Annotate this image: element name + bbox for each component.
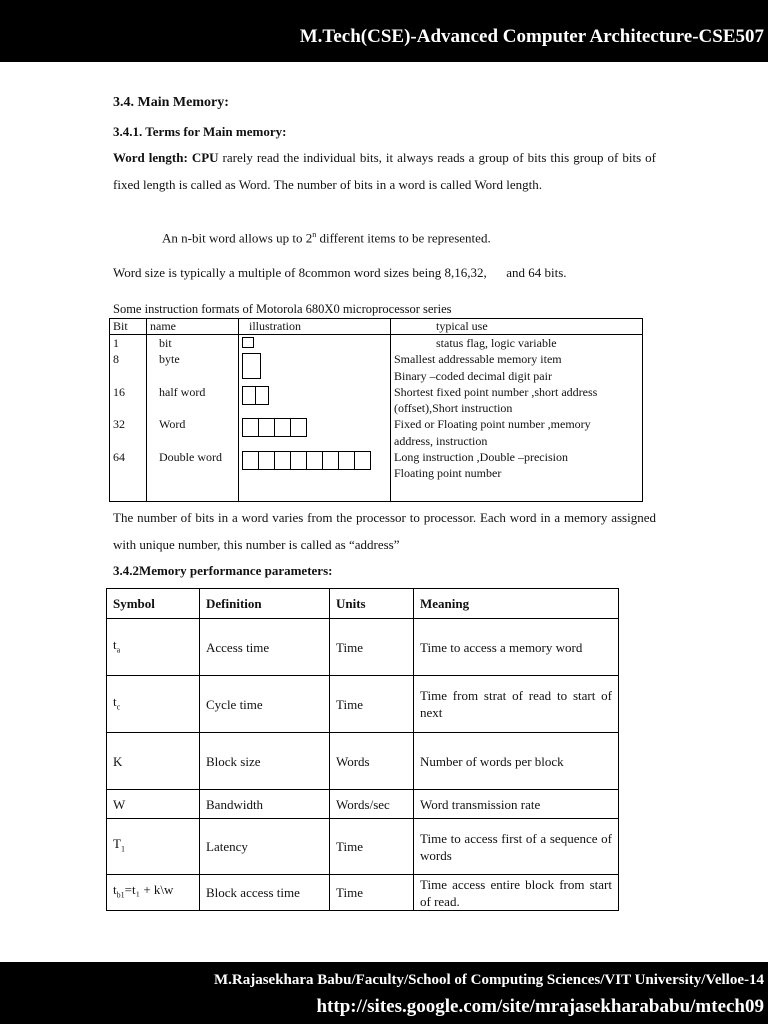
meaning-cell: Word transmission rate bbox=[414, 790, 619, 819]
col-illustration: illustration bbox=[239, 319, 391, 335]
bit-box bbox=[274, 451, 291, 470]
table-row bbox=[107, 676, 619, 733]
units-cell: Words bbox=[330, 733, 414, 790]
meaning-cell: Time access entire block from start of read. bbox=[414, 875, 619, 911]
course-title: M.Tech(CSE)-Advanced Computer Architecture-CSE507 bbox=[299, 26, 764, 47]
bit-box bbox=[242, 418, 259, 437]
col-symbol: Symbol bbox=[107, 589, 200, 619]
empty-cell bbox=[391, 482, 643, 502]
use-cell: status flag, logic variable bbox=[391, 335, 643, 352]
bit-box bbox=[258, 418, 275, 437]
word-size-sentence: Word size is typically a multiple of 8common word sizes being 8,16,32, and 64 bits. bbox=[113, 265, 567, 280]
bit-box bbox=[290, 451, 307, 470]
symbol-cell bbox=[107, 733, 200, 790]
col-units: Units bbox=[330, 589, 414, 619]
empty-cell bbox=[147, 368, 239, 384]
word-length-term: Word length: bbox=[113, 150, 188, 165]
col-name: name bbox=[147, 319, 239, 335]
units-cell: Time bbox=[330, 619, 414, 676]
formats-caption: Some instruction formats of Motorola 680X0 microprocessor series bbox=[113, 302, 452, 316]
use-cell: Binary –coded decimal digit pair bbox=[391, 368, 643, 384]
bit-cell: 16 bbox=[110, 384, 147, 400]
empty-cell bbox=[110, 368, 147, 384]
name-cell: byte bbox=[147, 351, 239, 367]
table-row bbox=[107, 790, 619, 819]
meaning-cell: Number of words per block bbox=[414, 733, 619, 790]
bit-box-illustration bbox=[242, 337, 387, 348]
units-cell: Time bbox=[330, 676, 414, 733]
symbol-formula: =t₁ + k\w bbox=[124, 882, 174, 898]
table-row bbox=[110, 335, 643, 352]
table-row bbox=[110, 449, 643, 465]
double-word-box-illustration bbox=[242, 451, 387, 470]
definition-cell: Block size bbox=[200, 733, 330, 790]
perf-header-row bbox=[107, 589, 619, 619]
definition-cell: Block access time bbox=[200, 875, 330, 911]
illustration-cell bbox=[239, 449, 391, 482]
symbol-text: t bbox=[113, 636, 117, 652]
bit-box bbox=[274, 418, 291, 437]
bit-box bbox=[242, 451, 259, 470]
use-cell: Fixed or Floating point number ,memory bbox=[391, 416, 643, 432]
definition-cell: Cycle time bbox=[200, 676, 330, 733]
author-line: M.Rajasekhara Babu/Faculty/School of Computing Sciences/VIT University/Velloe-14 bbox=[213, 972, 764, 988]
address-paragraph: The number of bits in a word varies from the processor to processor. Each word in a memory assigned with unique number, this number is called as “address” bbox=[113, 510, 656, 552]
illustration-cell bbox=[239, 416, 391, 449]
subsection-heading: 3.4.1. Terms for Main memory: bbox=[113, 124, 287, 139]
bit-box bbox=[354, 451, 371, 470]
name-cell: Word bbox=[147, 416, 239, 432]
units-cell: Time bbox=[330, 875, 414, 911]
use-cell: address, instruction bbox=[391, 433, 643, 449]
use-cell: Long instruction ,Double –precision bbox=[391, 449, 643, 465]
table-row bbox=[110, 482, 643, 502]
symbol-sub: a bbox=[116, 645, 121, 655]
col-meaning: Meaning bbox=[414, 589, 619, 619]
symbol-cell bbox=[107, 676, 200, 733]
use-cell: (offset),Short instruction bbox=[391, 400, 643, 416]
use-cell: Floating point number bbox=[391, 465, 643, 481]
bit-cell: 8 bbox=[110, 351, 147, 367]
definition-cell: Access time bbox=[200, 619, 330, 676]
table-row bbox=[107, 875, 619, 911]
illustration-cell bbox=[239, 335, 391, 352]
cpu-term: CPU bbox=[191, 150, 219, 165]
word-box-illustration bbox=[242, 418, 387, 437]
name-cell: half word bbox=[147, 384, 239, 400]
bit-box bbox=[258, 451, 275, 470]
empty-cell bbox=[147, 482, 239, 502]
empty-cell bbox=[147, 433, 239, 449]
units-cell: Words/sec bbox=[330, 790, 414, 819]
nbit-text-post: different items to be represented. bbox=[316, 230, 491, 246]
empty-cell bbox=[239, 482, 391, 502]
bit-box bbox=[290, 418, 307, 437]
bit-box bbox=[255, 386, 269, 405]
table-row bbox=[110, 416, 643, 432]
header-bar bbox=[0, 0, 768, 62]
table-row bbox=[110, 384, 643, 400]
table-row bbox=[107, 819, 619, 875]
empty-cell bbox=[110, 465, 147, 481]
bit-cell: 32 bbox=[110, 416, 147, 432]
symbol-text: W bbox=[113, 796, 126, 812]
table-row bbox=[107, 619, 619, 676]
col-definition: Definition bbox=[200, 589, 330, 619]
memory-performance-table bbox=[106, 588, 619, 911]
bit-box bbox=[242, 386, 256, 405]
footer-bar bbox=[0, 962, 768, 1024]
nbit-sentence bbox=[162, 230, 491, 246]
half-word-box-illustration bbox=[242, 386, 387, 405]
illustration-cell bbox=[239, 384, 391, 417]
definition-cell: Latency bbox=[200, 819, 330, 875]
definition-cell: Bandwidth bbox=[200, 790, 330, 819]
name-cell: bit bbox=[147, 335, 239, 352]
symbol-cell bbox=[107, 619, 200, 676]
symbol-text: K bbox=[113, 753, 123, 769]
empty-cell bbox=[110, 400, 147, 416]
bit-box bbox=[322, 451, 339, 470]
units-cell: Time bbox=[330, 819, 414, 875]
bit-cell: 1 bbox=[110, 335, 147, 352]
word-length-paragraph bbox=[113, 145, 656, 198]
site-url-link[interactable]: http://sites.google.com/site/mrajasekharababu/mtech09 bbox=[316, 996, 764, 1017]
table-row bbox=[107, 733, 619, 790]
symbol-cell bbox=[107, 790, 200, 819]
use-cell: Shortest fixed point number ,short address bbox=[391, 384, 643, 400]
table-row bbox=[110, 351, 643, 367]
instruction-formats-table bbox=[109, 318, 643, 502]
bit-box bbox=[242, 337, 254, 348]
bit-cell: 64 bbox=[110, 449, 147, 465]
byte-box-illustration bbox=[242, 353, 387, 379]
col-bit: Bit bbox=[110, 319, 147, 335]
nbit-text-pre: An n-bit word allows up to 2 bbox=[162, 230, 313, 246]
use-cell: Smallest addressable memory item bbox=[391, 351, 643, 367]
name-cell: Double word bbox=[147, 449, 239, 465]
formats-header-row bbox=[110, 319, 643, 335]
section-heading: 3.4. Main Memory: bbox=[113, 95, 229, 110]
symbol-sub: 1 bbox=[120, 844, 125, 854]
symbol-sub: c bbox=[116, 702, 121, 712]
empty-cell bbox=[147, 465, 239, 481]
symbol-text: t bbox=[113, 693, 117, 709]
illustration-cell bbox=[239, 351, 391, 384]
symbol-cell bbox=[107, 875, 200, 911]
perf-heading: 3.4.2Memory performance parameters: bbox=[113, 563, 333, 578]
nbit-superscript: n bbox=[312, 230, 317, 239]
bit-box bbox=[338, 451, 355, 470]
symbol-sub: b1 bbox=[116, 890, 125, 900]
bit-box bbox=[306, 451, 323, 470]
symbol-cell bbox=[107, 819, 200, 875]
symbol-text: T bbox=[113, 836, 121, 852]
empty-cell bbox=[110, 433, 147, 449]
meaning-cell: Time to access first of a sequence of words bbox=[414, 819, 619, 875]
symbol-text: t bbox=[113, 882, 117, 898]
bit-box bbox=[242, 353, 261, 379]
meaning-cell: Time from strat of read to start of next bbox=[414, 676, 619, 733]
empty-cell bbox=[147, 400, 239, 416]
word-length-text: rarely read the individual bits, it always reads a group of bits this group of bits of fixed length is called as Word. The number of bits in a word is called Word length. bbox=[113, 150, 656, 192]
col-typical-use: typical use bbox=[391, 319, 643, 335]
meaning-cell: Time to access a memory word bbox=[414, 619, 619, 676]
empty-cell bbox=[110, 482, 147, 502]
